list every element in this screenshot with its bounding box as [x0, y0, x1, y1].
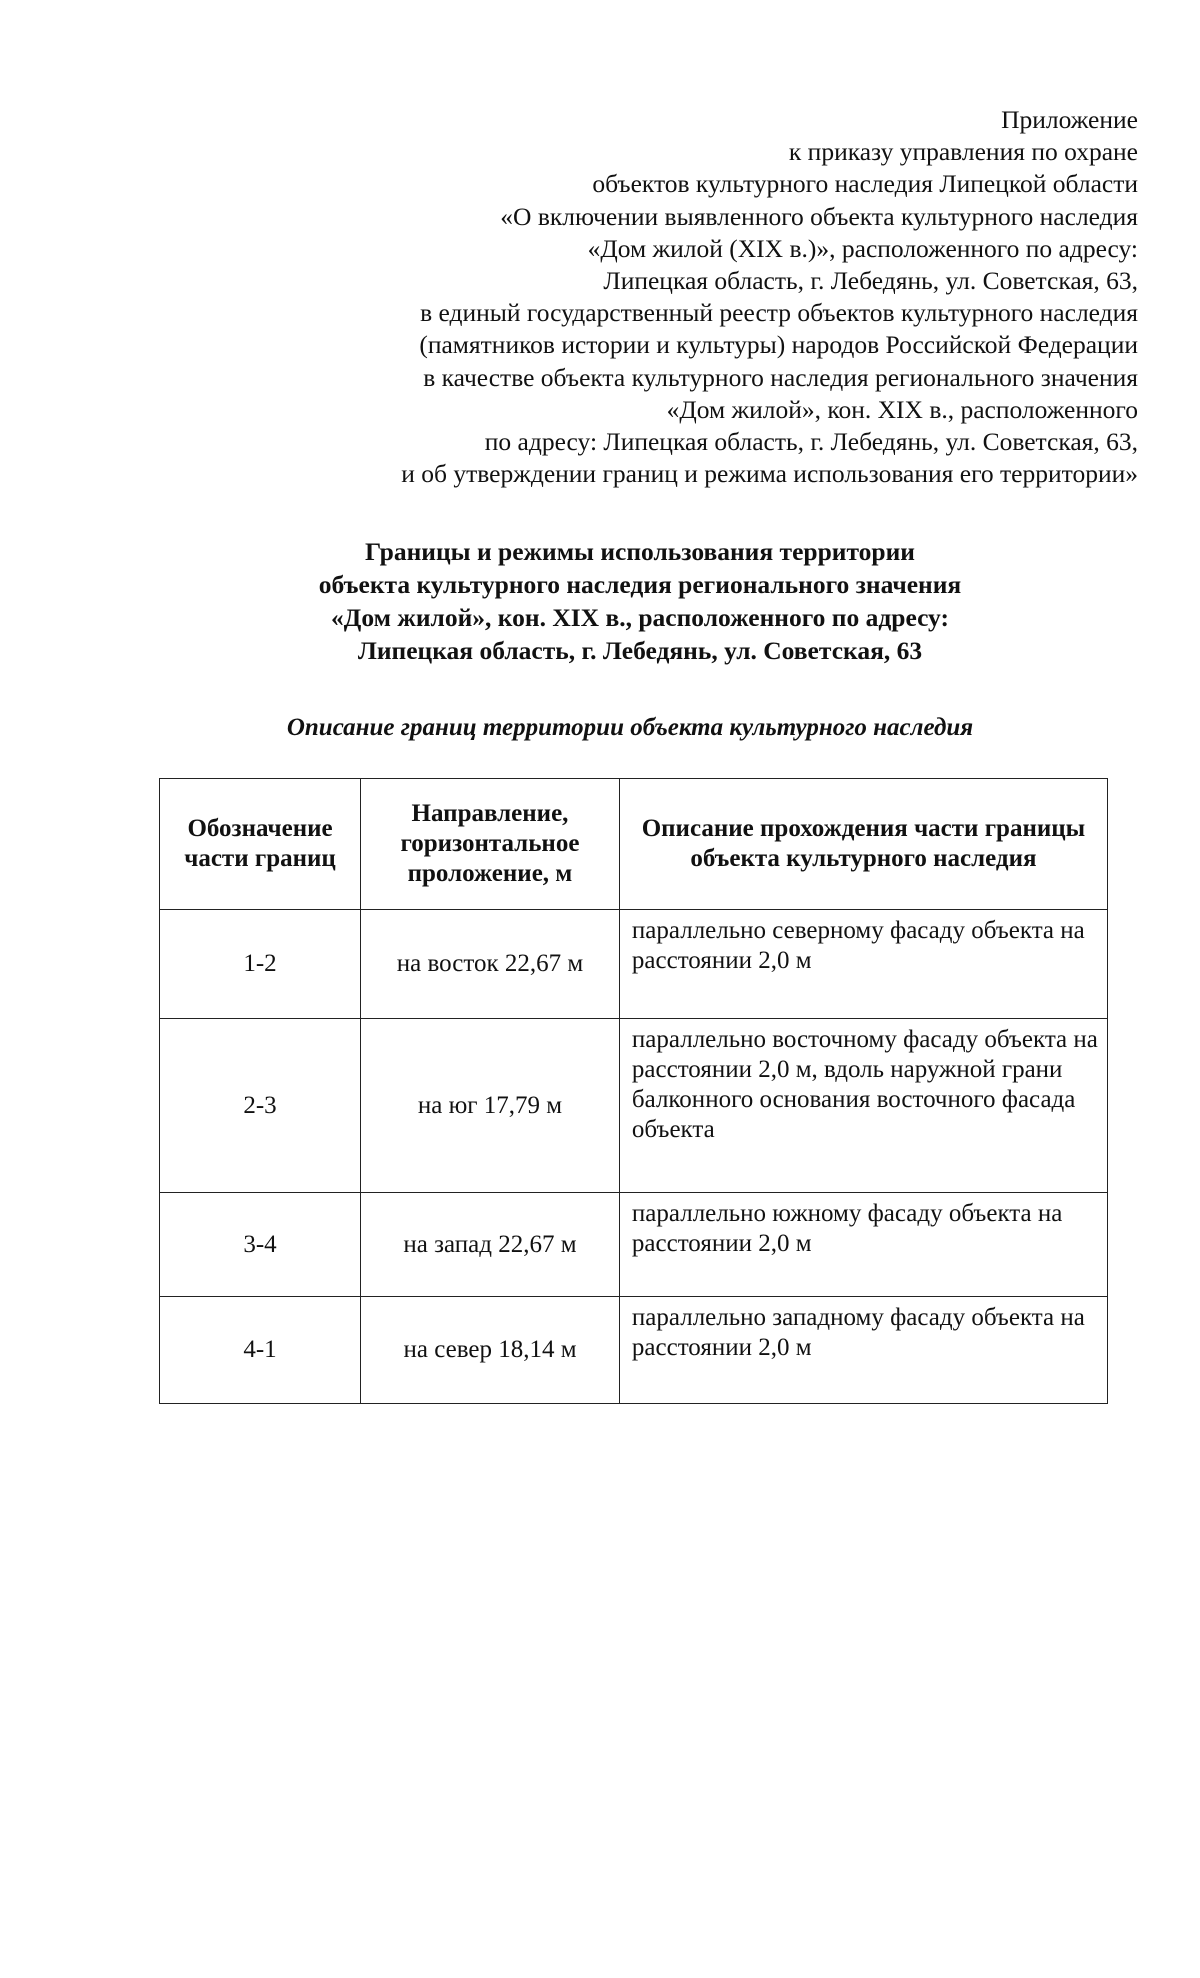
document-title — [100, 535, 1180, 667]
cell-part: 2-3 — [160, 1019, 361, 1193]
table-row — [160, 1193, 1108, 1297]
table-row — [160, 1019, 1108, 1193]
appendix-line: в качестве объекта культурного наследия регионального значения — [423, 362, 1138, 392]
cell-direction: на запад 22,67 м — [361, 1193, 620, 1297]
appendix-heading — [238, 104, 1138, 490]
table-header-row — [160, 779, 1108, 910]
appendix-line: и об утверждении границ и режима использования его территории» — [401, 459, 1138, 489]
header-description: Описание прохождения части границы объекта культурного наследия — [619, 779, 1107, 910]
table-row — [160, 910, 1108, 1019]
table-caption: Описание границ территории объекта культурного наследия — [286, 714, 974, 741]
cell-part: 4-1 — [160, 1297, 361, 1404]
appendix-line: к приказу управления по охране — [788, 137, 1138, 167]
cell-part: 1-2 — [160, 910, 361, 1019]
appendix-line: Приложение — [1001, 105, 1138, 134]
boundaries-table — [159, 778, 1108, 1404]
cell-direction: на север 18,14 м — [361, 1297, 620, 1404]
appendix-line: по адресу: Липецкая область, г. Лебедянь, ул. Советская, 63, — [484, 427, 1138, 457]
appendix-line: объектов культурного наследия Липецкой области — [592, 169, 1138, 199]
appendix-line: (памятников истории и культуры) народов Российской Федерации — [419, 330, 1138, 360]
cell-direction: на юг 17,79 м — [361, 1019, 620, 1193]
appendix-line: «Дом жилой», кон. XIX в., расположенного — [666, 394, 1138, 424]
appendix-line: «Дом жилой (XIX в.)», расположенного по адресу: — [587, 233, 1138, 263]
cell-description: параллельно северному фасаду объекта на расстоянии 2,0 м — [619, 910, 1107, 1019]
title-line: объекта культурного наследия регионального значения — [318, 570, 962, 599]
appendix-line: Липецкая область, г. Лебедянь, ул. Советская, 63, — [603, 266, 1138, 296]
cell-description: параллельно западному фасаду объекта на расстоянии 2,0 м — [619, 1297, 1107, 1404]
header-direction: Направление, горизонтальное проложение, м — [361, 779, 620, 910]
cell-description: параллельно восточному фасаду объекта на расстоянии 2,0 м, вдоль наружной грани балконного основания восточного фасада объекта — [619, 1019, 1107, 1193]
cell-direction: на восток 22,67 м — [361, 910, 620, 1019]
title-line: Границы и режимы использования территории — [365, 537, 915, 566]
table-row — [160, 1297, 1108, 1404]
title-line: «Дом жилой», кон. XIX в., расположенного по адресу: — [331, 603, 949, 632]
appendix-line: в единый государственный реестр объектов культурного наследия — [420, 298, 1138, 328]
cell-description: параллельно южному фасаду объекта на расстоянии 2,0 м — [619, 1193, 1107, 1297]
title-line: Липецкая область, г. Лебедянь, ул. Советская, 63 — [357, 636, 923, 665]
header-part: Обозначение части границ — [160, 779, 361, 910]
cell-part: 3-4 — [160, 1193, 361, 1297]
appendix-line: «О включении выявленного объекта культурного наследия — [500, 201, 1138, 231]
